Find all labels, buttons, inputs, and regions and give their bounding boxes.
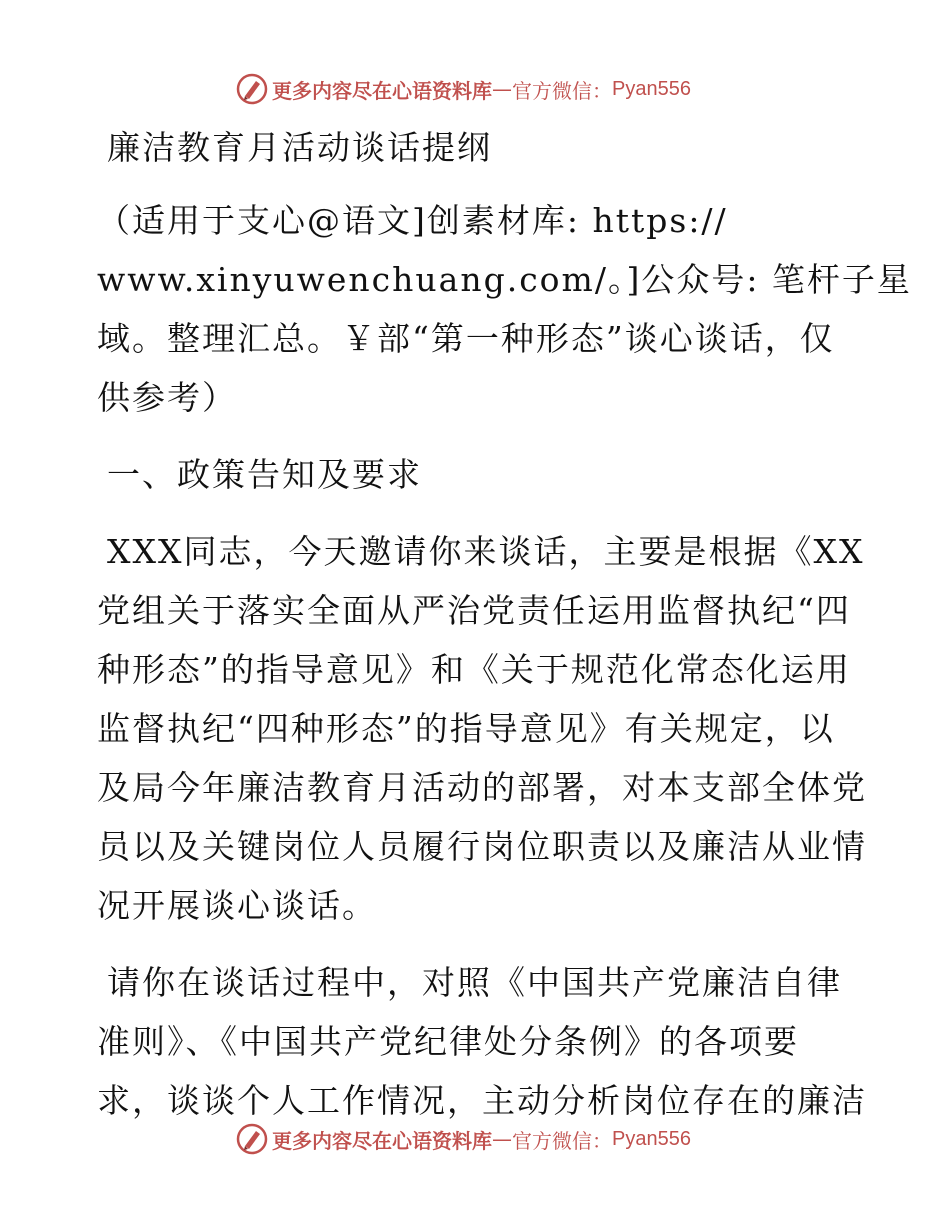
paragraph-line: 况开展谈心谈话。 xyxy=(97,886,377,925)
footer-watermark xyxy=(236,1122,691,1156)
paragraph-line: 准则》、《中国共产党纪律处分条例》的各项要 xyxy=(97,1022,799,1061)
watermark-wechat-id: Pyan556 xyxy=(612,77,691,100)
watermark-separator: — xyxy=(492,1127,512,1151)
paragraph-line: 党组关于落实全面从严治党责任运用监督执纪“四 xyxy=(97,591,851,630)
paragraph-line: 求，谈谈个人工作情况，主动分析岗位存在的廉洁 xyxy=(97,1081,867,1120)
note-line: （适用于支心@语文]创素材库: https:// xyxy=(97,201,728,240)
paragraph-line: 监督执纪“四种形态”的指导意见》有关规定，以 xyxy=(97,709,835,748)
watermark-wechat-label: 官方微信： xyxy=(512,1128,612,1153)
document-title: 廉洁教育月活动谈话提纲 xyxy=(107,128,492,167)
note-line: www.xinyuwenchuang.com/。]公众号: 笔杆子星 xyxy=(97,260,912,299)
watermark-separator: — xyxy=(492,77,512,101)
watermark-wechat-id: Pyan556 xyxy=(612,1127,691,1150)
paragraph-line: 员以及关键岗位人员履行岗位职责以及廉洁从业情 xyxy=(97,827,867,866)
header-watermark xyxy=(236,72,691,106)
note-line: 域。整理汇总。￥部“第一种形态”谈心谈话，仅 xyxy=(97,319,835,358)
note-line: 供参考） xyxy=(97,378,237,417)
section-heading: 一、政策告知及要求 xyxy=(107,455,422,494)
paragraph-line: 请你在谈话过程中，对照《中国共产党廉洁自律 xyxy=(107,963,842,1002)
pen-logo-icon xyxy=(236,1123,268,1155)
watermark-main-text: 更多内容尽在心语资料库 xyxy=(272,78,492,103)
document-body xyxy=(97,118,912,1130)
paragraph-line: 及局今年廉洁教育月活动的部署，对本支部全体党 xyxy=(97,768,867,807)
paragraph-line: 种形态”的指导意见》和《关于规范化常态化运用 xyxy=(97,650,851,689)
paragraph-line: XXX同志，今天邀请你来谈话，主要是根据《XX xyxy=(107,532,865,571)
watermark-main-text: 更多内容尽在心语资料库 xyxy=(272,1128,492,1153)
watermark-wechat-label: 官方微信： xyxy=(512,78,612,103)
pen-logo-icon xyxy=(236,73,268,105)
